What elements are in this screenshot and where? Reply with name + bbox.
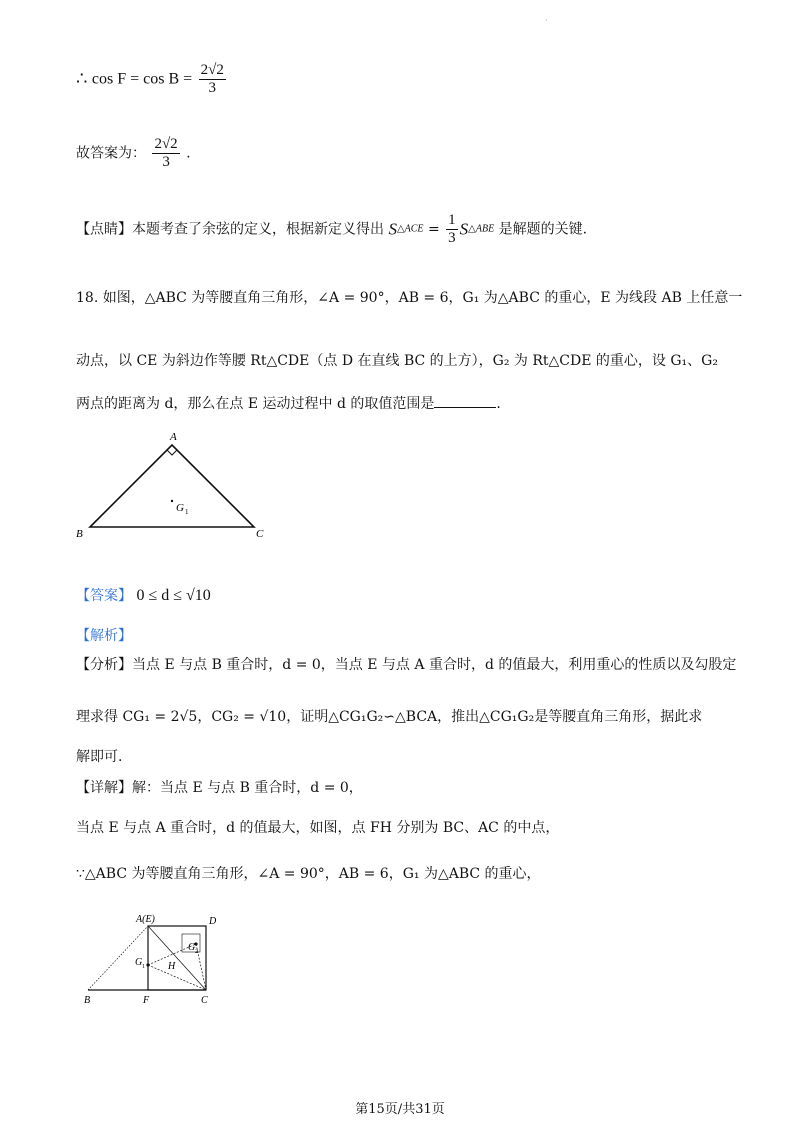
label-g1: G [135,957,143,968]
key-point-tail: 是解题的关键. [498,221,588,238]
corner-dot: · [545,16,548,25]
question-18-line-2: 动点，以 CE 为斜边作等腰 Rt△CDE（点 D 在直线 BC 的上方），G₂ 为 Rt△CDE 的重心，设 G₁、G₂ [76,353,718,369]
triangle-abc [90,445,254,527]
question-18-line-3 [76,393,501,414]
key-point-line [76,212,587,247]
numerator: 2√2 [154,136,178,152]
label-c: C [256,528,264,540]
denominator: 3 [448,230,456,246]
analysis-line-2: 理求得 CG₁ = 2√5，CG₂ = √10，证明△CG₁G₂∽△BCA，推出△CG₁G₂是等腰直角三角形，据此求 [76,709,703,725]
fraction [152,136,179,171]
period: . [186,145,191,162]
label-g1-subscript: 1 [142,964,145,970]
answer-statement [76,136,191,171]
area-symbol: S [388,219,397,239]
label-b: B [76,528,83,540]
detail-line-2: 当点 E 与点 A 重合时，d 的值最大，如图，点 FH 分别为 BC、AC 的中点， [76,820,560,836]
fraction [446,212,458,247]
period: . [496,396,501,412]
label-c: C [201,995,208,1006]
triangle-figure [70,425,280,545]
therefore-symbol: ∴ [76,68,88,90]
analysis-sub-tag: 【分析】 [76,657,132,673]
detail-text: 解：当点 E 与点 B 重合时，d = 0， [132,780,363,796]
area-subscript: △ACE [396,223,424,235]
question-text: 两点的距离为 d，那么在点 E 运动过程中 d 的取值范围是 [76,396,435,412]
analysis-line-3: 解即可. [76,749,123,765]
denominator: 3 [162,154,170,170]
key-point-text: 本题考查了余弦的定义，根据新定义得出 [132,221,384,238]
analysis-text: 当点 E 与点 B 重合时，d = 0，当点 E 与点 A 重合时，d 的值最大，利用重心的性质以及勾股定 [132,657,737,673]
detail-line-1 [76,778,363,798]
label-h: H [168,961,176,972]
key-point-tag: 【点睛】 [76,221,132,238]
answer-blank [434,393,496,408]
label-g2-subscript: 2 [195,949,198,955]
answer-prefix: 故答案为： [76,145,146,162]
label-g2: G [188,942,196,953]
equals: = [427,221,440,238]
label-f: F [143,995,150,1006]
numerator: 2√2 [200,62,224,78]
answer-tag: 【答案】 [76,588,132,604]
detail-tag: 【详解】 [76,780,132,796]
label-d: D [209,916,217,927]
square-figure [78,908,238,1008]
result-line [76,62,228,97]
label-a: A [170,431,177,443]
answer-value: 0 ≤ d ≤ √10 [136,587,211,604]
diagonal-ac [148,926,206,990]
centroid-point [171,500,173,502]
point-g1 [146,963,149,966]
answer-line [76,586,211,606]
area-symbol: S [459,219,469,239]
page-footer: 第15页/共31页 [355,1102,445,1117]
cos-expression: cos F = cos B = [91,70,193,88]
denominator: 3 [208,80,216,96]
label-ae: A(E) [136,914,155,925]
numerator: 1 [448,212,456,228]
segment-g1-c [148,965,206,990]
label-g-subscript: 1 [185,508,189,516]
area-subscript: △ABE [468,223,495,235]
right-angle-mark [167,450,177,455]
fraction [199,62,226,97]
question-18-line-1: 18. 如图，△ABC 为等腰直角三角形，∠A = 90°，AB = 6，G₁ 为△ABC 的重心，E 为线段 AB 上任意一 [76,290,743,306]
analysis-line-1 [76,655,736,675]
detail-line-3: ∵△ABC 为等腰直角三角形，∠A = 90°，AB = 6，G₁ 为△ABC 的重心， [76,866,541,882]
label-g: G [176,502,184,514]
label-b: B [84,995,91,1006]
analysis-tag: 【解析】 [76,628,132,644]
